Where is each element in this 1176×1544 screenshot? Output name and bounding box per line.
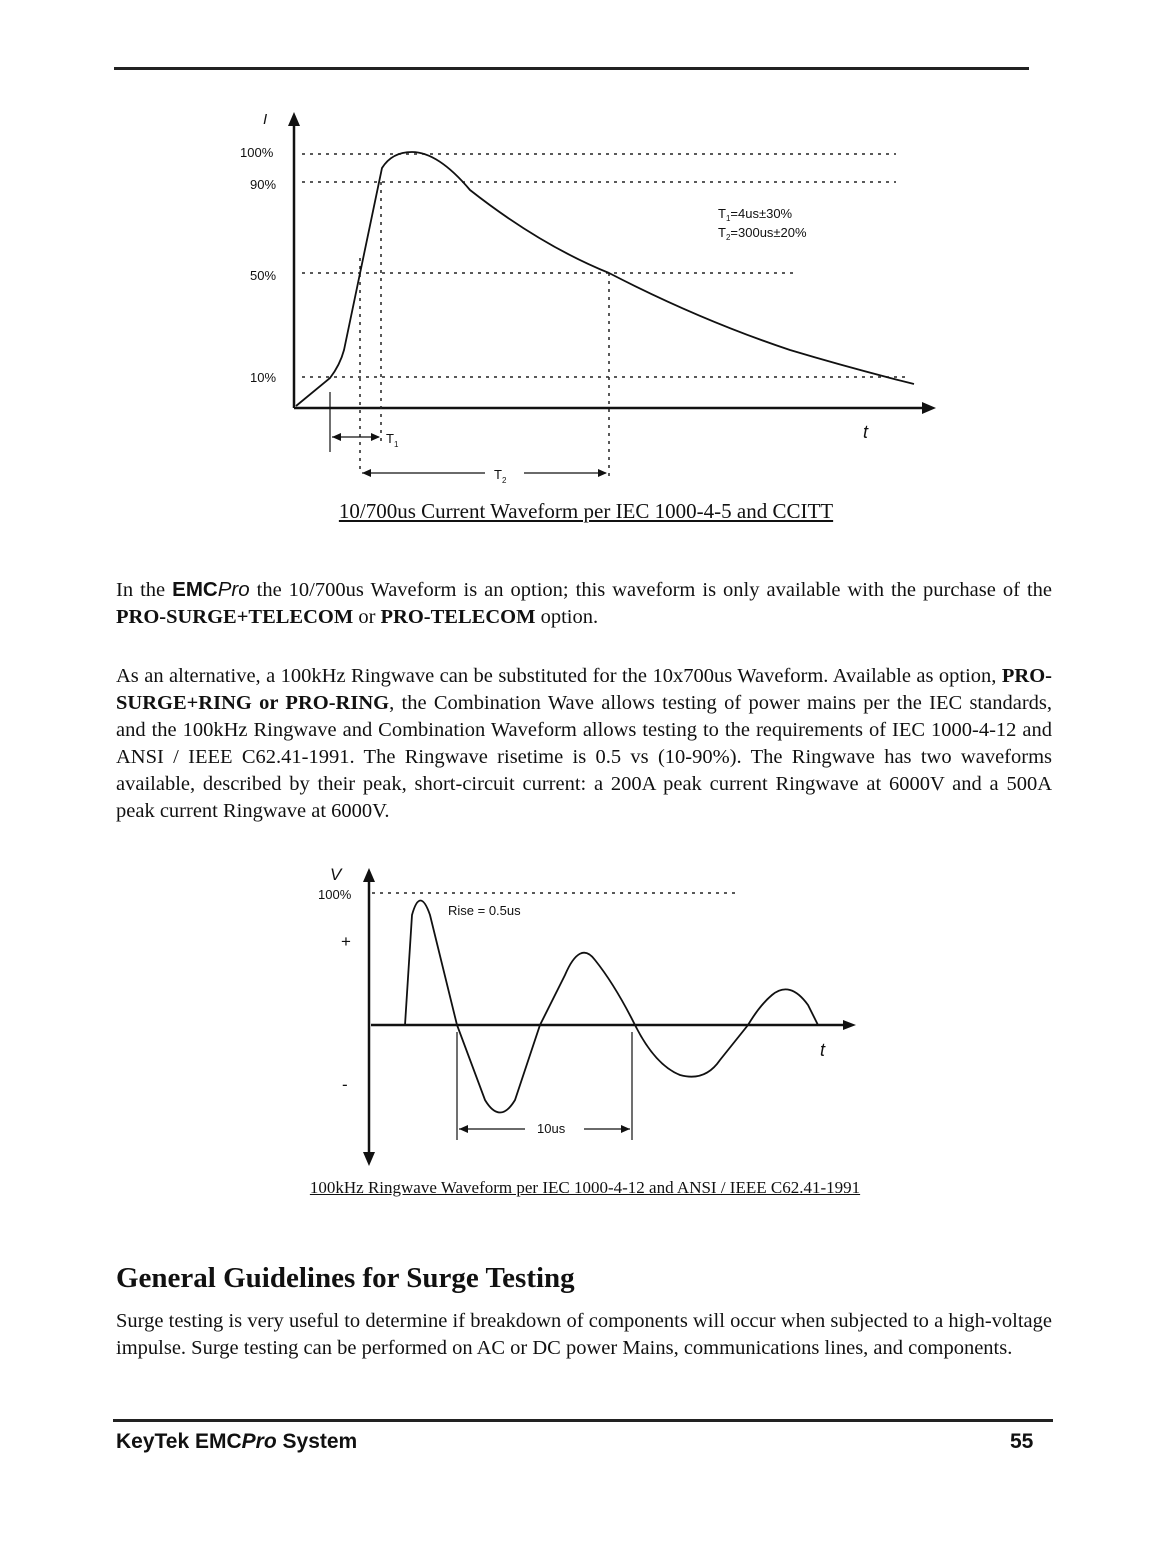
brand-emc: EMC (172, 578, 218, 601)
figure-current-waveform (0, 0, 1176, 500)
y-axis-label: I (263, 111, 268, 128)
minus-sign: - (342, 1075, 348, 1094)
section-heading: General Guidelines for Surge Testing (116, 1262, 575, 1294)
figure2-caption: 100kHz Ringwave Waveform per IEC 1000-4-12 and ANSI / IEEE C62.41-1991 (309, 1178, 861, 1197)
t2-marker-label: $T_2$ (494, 467, 507, 485)
y-axis-arrow-down (363, 1152, 375, 1166)
y-axis-arrow-up (363, 868, 375, 882)
tick-label-90: 90% (250, 177, 277, 192)
x-axis-label: t (863, 422, 869, 442)
option-pro-telecom: PRO-TELECOM (380, 606, 536, 628)
x-axis-arrow (922, 402, 936, 414)
period-arrow-right (621, 1125, 630, 1133)
rise-label: Rise = 0.5us (448, 903, 521, 918)
paragraph-option-info: In the EMCPro the 10/700us Waveform is an option; this waveform is only available with the purchase of the PRO-SURGE+TELECOM or PRO-TELECOM option. (116, 578, 1052, 628)
t2-arrow-left (362, 469, 371, 477)
t1-arrow-right (371, 433, 380, 441)
ringwave-curve (405, 901, 818, 1113)
paragraph-ringwave-info: As an alternative, a 100kHz Ringwave can be substituted for the 10x700us Waveform. Available as option, PRO-SURGE+RING or PRO-RING, the Combination Wave allows testing of power mains per the IEC standards, and the 100kHz Ringwave and Combination Waveform allows testing to the requirements of IEC 1000-4-12 and ANSI / IEEE C62.41-1991. The Ringwave risetime is 0.5 vs (10-90%). The Ringwave has two waveforms available, described by their peak, short-circuit current: a 200A peak current Ringwave at 6000V and a 500A peak current Ringwave at 6000V. (116, 665, 1053, 822)
option-pro-surge-telecom: PRO-SURGE+TELECOM (116, 606, 354, 628)
period-label: 10us (537, 1121, 566, 1136)
current-waveform-curve (296, 152, 914, 406)
t2-arrow-right (598, 469, 607, 477)
period-arrow-left (459, 1125, 468, 1133)
section-body: Surge testing is very useful to determine if breakdown of components will occur when subjected to a high-voltage impulse. Surge testing can be performed on AC or DC power Mains, communications lines, and components. (116, 1310, 1052, 1359)
y-axis-arrow (288, 112, 300, 126)
t1-arrow-left (332, 433, 341, 441)
footer-rule (113, 1419, 1053, 1422)
tick-label-100: 100% (240, 145, 274, 160)
page-number: 55 (1010, 1430, 1034, 1453)
brand-pro: Pro (217, 578, 250, 601)
option-pro-ring: PRO-SURGE+RING or PRO-RING (116, 665, 1052, 714)
tick-label-10: 10% (250, 370, 277, 385)
legend-t2: $T_2=300us\pm 20\%$ (718, 225, 807, 242)
plus-sign: + (341, 932, 351, 951)
figure1-caption: 10/700us Current Waveform per IEC 1000-4-5 and CCITT (338, 499, 834, 523)
x-axis-label: t (820, 1040, 826, 1060)
tick-label-50: 50% (250, 268, 277, 283)
x-axis-arrow (843, 1020, 856, 1030)
tick-label-100: 100% (318, 887, 352, 902)
t1-marker-label: $T_1$ (386, 431, 399, 449)
footer-title: KeyTek EMCPro System (116, 1430, 358, 1453)
y-axis-label: V (330, 865, 342, 884)
legend-t1: $T_1=4us\pm 30\%$ (718, 206, 793, 223)
